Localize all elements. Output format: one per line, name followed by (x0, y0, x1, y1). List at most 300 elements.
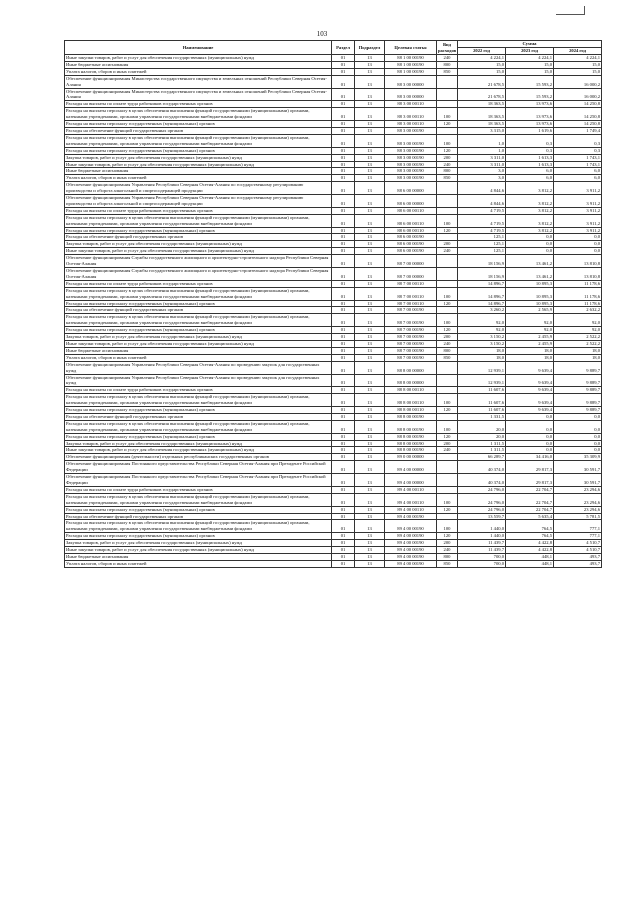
row-name: Иные закупки товаров, работ и услуг для обеспечения государственных (муниципальных) нужд (65, 340, 332, 347)
row-expense-type (437, 207, 458, 214)
row-sum-2023: 0,0 (506, 241, 554, 248)
row-sum-2023: 0,0 (506, 447, 554, 454)
row-section: 01 (332, 147, 355, 154)
row-sum-2024: 1 749,4 (554, 127, 602, 134)
row-subsection: 13 (355, 433, 385, 440)
row-name: Закупка товаров, работ и услуг для обеспечения государственных (муниципальных) нужд (65, 440, 332, 447)
row-section: 01 (332, 55, 355, 62)
row-sum-2023: 4 224,1 (506, 55, 554, 62)
row-expense-type: 200 (437, 154, 458, 161)
row-sum-2022: 21 678,5 (458, 88, 506, 101)
row-name: Расходы на выплаты персоналу в целях обеспечения выполнения функций государственными (муниципальными) органами, казенными учреждениями, органами управления государственными внебюджетными фондами (65, 420, 332, 433)
row-sum-2022: 92,0 (458, 327, 506, 334)
row-target-article: 88 6 00 00110 (385, 214, 437, 227)
row-sum-2022: 3 150,2 (458, 340, 506, 347)
row-expense-type (437, 461, 458, 474)
row-subsection: 13 (355, 461, 385, 474)
row-sum-2022: 1 311,5 (458, 447, 506, 454)
row-expense-type: 850 (437, 68, 458, 75)
header-year-2024: 2024 год (554, 48, 602, 55)
row-target-article: 88 6 00 00190 (385, 241, 437, 248)
header-expense-type: Вид расходов (438, 41, 457, 53)
row-sum-2023: 29 817,3 (506, 474, 554, 487)
row-expense-type (437, 486, 458, 493)
row-target-article: 88 3 00 00190 (385, 161, 437, 168)
table-row (65, 55, 602, 62)
row-sum-2023: 5 635,4 (506, 513, 554, 520)
row-sum-2022: 4 719,5 (458, 207, 506, 214)
row-sum-2024: 92,0 (554, 327, 602, 334)
row-sum-2022: 11 607,6 (458, 407, 506, 414)
row-section: 01 (332, 493, 355, 506)
row-target-article: 89 4 00 00190 (385, 520, 437, 533)
row-sum-2024: 0,3 (554, 147, 602, 154)
row-subsection: 13 (355, 340, 385, 347)
row-sum-2024: 18,0 (554, 347, 602, 354)
row-expense-type: 120 (437, 407, 458, 414)
row-subsection: 13 (355, 207, 385, 214)
row-subsection: 13 (355, 407, 385, 414)
header-section: Раздел (332, 41, 355, 55)
row-sum-2024: 777,1 (554, 520, 602, 533)
row-subsection: 13 (355, 234, 385, 241)
row-name: Обеспечение функционирования Управления Республики Северная Осетия-Алания по проведению закупок для государственных нужд (65, 374, 332, 387)
row-sum-2024: 2 632,2 (554, 307, 602, 314)
row-subsection: 13 (355, 560, 385, 567)
page-number: 103 (316, 30, 328, 38)
table-row (65, 307, 602, 314)
row-subsection: 13 (355, 447, 385, 454)
row-sum-2024: 0,0 (554, 241, 602, 248)
table-row (65, 101, 602, 108)
row-target-article: 88 3 00 00190 (385, 154, 437, 161)
row-name: Уплата налогов, сборов и иных платежей (65, 560, 332, 567)
row-sum-2022: 20,0 (458, 433, 506, 440)
row-expense-type: 100 (437, 520, 458, 533)
row-sum-2024: 14 250,8 (554, 108, 602, 121)
row-sum-2023: 3 812,2 (506, 227, 554, 234)
row-name: Расходы на выплаты персоналу в целях обеспечения выполнения функций государственными (муниципальными) органами, казенными учреждениями, органами управления государственными внебюджетными фондами (65, 214, 332, 227)
row-sum-2024: 493,7 (554, 553, 602, 560)
row-sum-2024: 9 889,7 (554, 387, 602, 394)
row-section: 01 (332, 248, 355, 255)
row-name: Закупка товаров, работ и услуг для обеспечения государственных (муниципальных) нужд (65, 334, 332, 341)
table-row (65, 433, 602, 440)
table-row (65, 447, 602, 454)
row-name: Обеспечение функционирования Постоянного представительства Республики Северная Осетия-Алания при Президенте Российской Федерации (65, 474, 332, 487)
row-sum-2023: 3 812,2 (506, 214, 554, 227)
row-subsection: 13 (355, 55, 385, 62)
table-row (65, 454, 602, 461)
table-row (65, 108, 602, 121)
row-expense-type: 240 (437, 248, 458, 255)
row-name: Расходы на выплаты персоналу государственных (муниципальных) органов (65, 433, 332, 440)
row-sum-2023: 92,0 (506, 327, 554, 334)
row-section: 01 (332, 88, 355, 101)
row-sum-2024: 2 522,2 (554, 340, 602, 347)
row-section: 01 (332, 127, 355, 134)
row-name: Расходы на выплаты персоналу в целях обеспечения выполнения функций государственными (муниципальными) органами, казенными учреждениями, органами управления государственными внебюджетными фондами (65, 287, 332, 300)
row-target-article: 89 4 00 00190 (385, 533, 437, 540)
row-name: Расходы на выплаты персоналу государственных (муниципальных) органов (65, 300, 332, 307)
row-section: 01 (332, 108, 355, 121)
row-section: 01 (332, 354, 355, 361)
row-target-article: 88 7 00 00190 (385, 314, 437, 327)
row-sum-2024: 1 743,1 (554, 161, 602, 168)
row-subsection: 13 (355, 175, 385, 182)
row-target-article: 89 4 00 00190 (385, 547, 437, 554)
row-expense-type: 120 (437, 533, 458, 540)
row-section: 01 (332, 61, 355, 68)
row-subsection: 13 (355, 214, 385, 227)
table-row (65, 540, 602, 547)
row-subsection: 13 (355, 413, 385, 420)
row-name: Обеспечение функционирования Министерства государственного имущества и земельных отношений Республики Северная Осетия-Алания (65, 88, 332, 101)
row-target-article: 88 7 00 00190 (385, 307, 437, 314)
row-sum-2023: 13 973,6 (506, 101, 554, 108)
row-subsection: 13 (355, 374, 385, 387)
row-name: Расходы на выплаты персоналу государственных (муниципальных) органов (65, 533, 332, 540)
row-section: 01 (332, 241, 355, 248)
row-sum-2024: 30 591,7 (554, 474, 602, 487)
table-row (65, 234, 602, 241)
row-sum-2023: 9 639,4 (506, 374, 554, 387)
corner-frame (556, 6, 585, 15)
row-target-article: 88 6 00 00110 (385, 207, 437, 214)
row-sum-2023: 15,0 (506, 68, 554, 75)
row-section: 01 (332, 300, 355, 307)
row-sum-2023: 15 593,2 (506, 88, 554, 101)
table-row (65, 255, 602, 268)
row-sum-2024: 0,0 (554, 433, 602, 440)
row-section: 01 (332, 513, 355, 520)
row-section: 01 (332, 195, 355, 208)
row-sum-2023: 0,0 (506, 420, 554, 433)
row-sum-2023: 764,5 (506, 520, 554, 533)
row-name: Иные закупки товаров, работ и услуг для обеспечения государственных (муниципальных) нужд (65, 161, 332, 168)
row-sum-2023: 9 639,4 (506, 407, 554, 414)
row-sum-2024: 16 000,2 (554, 88, 602, 101)
row-sum-2023: 0,3 (506, 134, 554, 147)
row-expense-type (437, 182, 458, 195)
table-row (65, 533, 602, 540)
row-target-article: 88 7 00 00000 (385, 268, 437, 281)
row-sum-2022: 3,0 (458, 175, 506, 182)
row-sum-2023: 22 704,7 (506, 506, 554, 513)
row-name: Расходы на выплаты персоналу государственных (муниципальных) органов (65, 121, 332, 128)
row-expense-type: 850 (437, 354, 458, 361)
row-sum-2023: 34 416,0 (506, 454, 554, 461)
row-expense-type: 200 (437, 334, 458, 341)
row-sum-2024: 9 889,7 (554, 394, 602, 407)
row-sum-2023: 2 455,9 (506, 334, 554, 341)
row-sum-2022: 24 796,0 (458, 506, 506, 513)
row-sum-2024: 18,0 (554, 354, 602, 361)
row-subsection: 13 (355, 347, 385, 354)
row-sum-2023: 92,0 (506, 314, 554, 327)
row-target-article: 88 3 00 00190 (385, 168, 437, 175)
row-name: Обеспечение функционирования Министерства государственного имущества и земельных отношений Республики Северная Осетия-Алания (65, 75, 332, 88)
row-subsection: 13 (355, 506, 385, 513)
table-row (65, 327, 602, 334)
table-row (65, 195, 602, 208)
row-sum-2022: 18 363,5 (458, 121, 506, 128)
row-target-article: 88 8 00 00190 (385, 433, 437, 440)
row-sum-2023: 18,0 (506, 347, 554, 354)
table-row (65, 300, 602, 307)
budget-table (64, 40, 602, 568)
row-sum-2024: 9 889,7 (554, 407, 602, 414)
row-sum-2024: 11 178,6 (554, 300, 602, 307)
row-subsection: 13 (355, 474, 385, 487)
row-sum-2023: 3 812,2 (506, 195, 554, 208)
row-sum-2022: 66 289,7 (458, 454, 506, 461)
row-expense-type: 120 (437, 433, 458, 440)
row-target-article: 88 6 00 00190 (385, 248, 437, 255)
row-section: 01 (332, 387, 355, 394)
row-name: Закупка товаров, работ и услуг для обеспечения государственных (муниципальных) нужд (65, 540, 332, 547)
row-sum-2024: 6,0 (554, 168, 602, 175)
row-section: 01 (332, 168, 355, 175)
table-row (65, 121, 602, 128)
row-subsection: 13 (355, 241, 385, 248)
row-sum-2023: 2 565,9 (506, 307, 554, 314)
row-sum-2022: 14 896,7 (458, 300, 506, 307)
row-sum-2023: 10 895,3 (506, 300, 554, 307)
row-target-article: 88 1 00 00190 (385, 55, 437, 62)
row-name: Закупка товаров, работ и услуг для обеспечения государственных (муниципальных) нужд (65, 154, 332, 161)
row-sum-2022: 18,0 (458, 354, 506, 361)
row-expense-type: 120 (437, 121, 458, 128)
row-sum-2022: 3,0 (458, 168, 506, 175)
row-sum-2022: 125,1 (458, 234, 506, 241)
row-sum-2022: 12 939,1 (458, 361, 506, 374)
row-sum-2022: 4 844,6 (458, 182, 506, 195)
row-section: 01 (332, 547, 355, 554)
row-section: 01 (332, 540, 355, 547)
row-target-article: 88 3 00 00190 (385, 175, 437, 182)
row-target-article: 89 0 00 00000 (385, 454, 437, 461)
row-expense-type (437, 454, 458, 461)
row-subsection: 13 (355, 486, 385, 493)
row-sum-2022: 18 156,9 (458, 255, 506, 268)
row-sum-2023: 18,0 (506, 354, 554, 361)
header-sum: Сумма (458, 41, 602, 48)
table-row (65, 547, 602, 554)
table-row (65, 248, 602, 255)
row-sum-2022: 4 844,6 (458, 195, 506, 208)
row-sum-2023: 0,0 (506, 433, 554, 440)
table-row (65, 127, 602, 134)
row-subsection: 13 (355, 154, 385, 161)
row-subsection: 13 (355, 327, 385, 334)
table-row (65, 214, 602, 227)
table-row (65, 387, 602, 394)
row-target-article: 88 3 00 00110 (385, 121, 437, 128)
row-sum-2024: 0,0 (554, 234, 602, 241)
row-sum-2023: 9 639,4 (506, 361, 554, 374)
row-sum-2022: 1 440,0 (458, 533, 506, 540)
row-subsection: 13 (355, 307, 385, 314)
row-name: Расходы на выплаты по оплате труда работников государственных органов (65, 387, 332, 394)
row-subsection: 13 (355, 147, 385, 154)
table-row (65, 361, 602, 374)
row-section: 01 (332, 255, 355, 268)
header-target-article: Целевая статья (385, 41, 437, 55)
row-expense-type: 800 (437, 347, 458, 354)
row-name: Расходы на выплаты персоналу в целях обеспечения выполнения функций государственными (муниципальными) органами, казенными учреждениями, органами управления государственными внебюджетными фондами (65, 314, 332, 327)
table-row (65, 61, 602, 68)
row-name: Закупка товаров, работ и услуг для обеспечения государственных (муниципальных) нужд (65, 241, 332, 248)
row-sum-2022: 18 156,9 (458, 268, 506, 281)
row-sum-2022: 11 607,6 (458, 394, 506, 407)
row-target-article: 89 4 00 00000 (385, 474, 437, 487)
row-expense-type: 100 (437, 134, 458, 147)
row-section: 01 (332, 461, 355, 474)
row-name: Расходы на обеспечение функций государственных органов (65, 234, 332, 241)
row-section: 01 (332, 420, 355, 433)
row-sum-2024: 0,0 (554, 248, 602, 255)
row-section: 01 (332, 101, 355, 108)
row-expense-type: 850 (437, 560, 458, 567)
row-section: 01 (332, 214, 355, 227)
row-subsection: 13 (355, 168, 385, 175)
row-expense-type: 100 (437, 314, 458, 327)
row-expense-type: 120 (437, 300, 458, 307)
row-expense-type (437, 387, 458, 394)
row-sum-2024: 15,0 (554, 68, 602, 75)
row-section: 01 (332, 161, 355, 168)
row-sum-2023: 0,0 (506, 248, 554, 255)
row-sum-2024: 1 743,1 (554, 154, 602, 161)
row-section: 01 (332, 121, 355, 128)
row-section: 01 (332, 533, 355, 540)
table-row (65, 440, 602, 447)
row-section: 01 (332, 374, 355, 387)
table-body (65, 55, 602, 568)
row-subsection: 13 (355, 134, 385, 147)
row-section: 01 (332, 454, 355, 461)
row-name: Иные закупки товаров, работ и услуг для обеспечения государственных (муниципальных) нужд (65, 447, 332, 454)
row-sum-2024: 0,0 (554, 440, 602, 447)
row-sum-2023: 0,0 (506, 440, 554, 447)
row-sum-2022: 40 374,0 (458, 461, 506, 474)
row-name: Иные закупки товаров, работ и услуг для обеспечения государственных (муниципальных) нужд (65, 248, 332, 255)
row-expense-type: 200 (437, 540, 458, 547)
row-expense-type (437, 195, 458, 208)
table-row (65, 394, 602, 407)
row-section: 01 (332, 347, 355, 354)
row-target-article: 88 7 00 00190 (385, 327, 437, 334)
row-sum-2022: 12 939,1 (458, 374, 506, 387)
row-name: Иные бюджетные ассигнования (65, 61, 332, 68)
row-subsection: 13 (355, 75, 385, 88)
row-target-article: 88 7 00 00190 (385, 347, 437, 354)
row-name: Расходы на выплаты по оплате труда работников государственных органов (65, 486, 332, 493)
row-expense-type (437, 234, 458, 241)
row-target-article: 88 7 00 00110 (385, 287, 437, 300)
row-expense-type: 100 (437, 214, 458, 227)
row-sum-2023: 0,0 (506, 413, 554, 420)
row-expense-type: 800 (437, 553, 458, 560)
row-target-article: 88 1 00 00190 (385, 61, 437, 68)
table-row (65, 314, 602, 327)
row-expense-type: 800 (437, 168, 458, 175)
row-subsection: 13 (355, 334, 385, 341)
row-subsection: 13 (355, 161, 385, 168)
row-target-article: 88 8 00 00110 (385, 387, 437, 394)
row-sum-2024: 5 781,5 (554, 513, 602, 520)
row-target-article: 88 7 00 00190 (385, 334, 437, 341)
row-expense-type (437, 374, 458, 387)
row-subsection: 13 (355, 520, 385, 533)
row-name: Расходы на обеспечение функций государственных органов (65, 413, 332, 420)
row-name: Уплата налогов, сборов и иных платежей (65, 354, 332, 361)
row-section: 01 (332, 68, 355, 75)
row-sum-2022: 3 311,0 (458, 154, 506, 161)
row-sum-2022: 1 440,0 (458, 520, 506, 533)
row-target-article: 88 8 00 00000 (385, 361, 437, 374)
row-sum-2023: 13 461,2 (506, 255, 554, 268)
row-sum-2023: 1 613,3 (506, 154, 554, 161)
row-expense-type: 240 (437, 447, 458, 454)
row-target-article: 88 8 00 00000 (385, 374, 437, 387)
row-target-article: 88 3 00 00110 (385, 108, 437, 121)
row-sum-2023: 9 639,4 (506, 387, 554, 394)
row-section: 01 (332, 268, 355, 281)
row-name: Расходы на выплаты персоналу государственных (муниципальных) органов (65, 147, 332, 154)
row-sum-2022: 3 150,2 (458, 334, 506, 341)
table-row (65, 407, 602, 414)
row-sum-2022: 1,0 (458, 134, 506, 147)
row-expense-type (437, 474, 458, 487)
row-name: Обеспечение функционирования Службы государственного жилищного и архитектурно-строительного надзора Республики Северная Осетия-Алания (65, 268, 332, 281)
row-section: 01 (332, 227, 355, 234)
row-expense-type (437, 101, 458, 108)
row-subsection: 13 (355, 68, 385, 75)
table-row (65, 513, 602, 520)
row-target-article: 89 4 00 00190 (385, 560, 437, 567)
row-target-article: 88 8 00 00110 (385, 407, 437, 414)
row-sum-2024: 23 294,6 (554, 493, 602, 506)
row-sum-2024: 11 178,6 (554, 280, 602, 287)
row-sum-2024: 35 309,9 (554, 454, 602, 461)
row-subsection: 13 (355, 268, 385, 281)
row-expense-type (437, 280, 458, 287)
table-row (65, 134, 602, 147)
row-sum-2024: 3 911,2 (554, 207, 602, 214)
row-sum-2022: 11 607,6 (458, 387, 506, 394)
table-row (65, 334, 602, 341)
table-row (65, 161, 602, 168)
row-target-article: 89 4 00 00110 (385, 486, 437, 493)
row-section: 01 (332, 506, 355, 513)
row-name: Расходы на обеспечение функций государственных органов (65, 307, 332, 314)
row-sum-2022: 18 363,5 (458, 101, 506, 108)
table-row (65, 474, 602, 487)
row-name: Расходы на выплаты персоналу государственных (муниципальных) органов (65, 506, 332, 513)
table-row (65, 413, 602, 420)
row-sum-2023: 22 704,7 (506, 486, 554, 493)
row-section: 01 (332, 182, 355, 195)
row-expense-type: 100 (437, 287, 458, 300)
table-row (65, 182, 602, 195)
row-sum-2024: 2 522,2 (554, 334, 602, 341)
row-sum-2023: 15,0 (506, 61, 554, 68)
row-sum-2024: 14 250,8 (554, 121, 602, 128)
row-target-article: 88 8 00 00190 (385, 413, 437, 420)
row-subsection: 13 (355, 127, 385, 134)
